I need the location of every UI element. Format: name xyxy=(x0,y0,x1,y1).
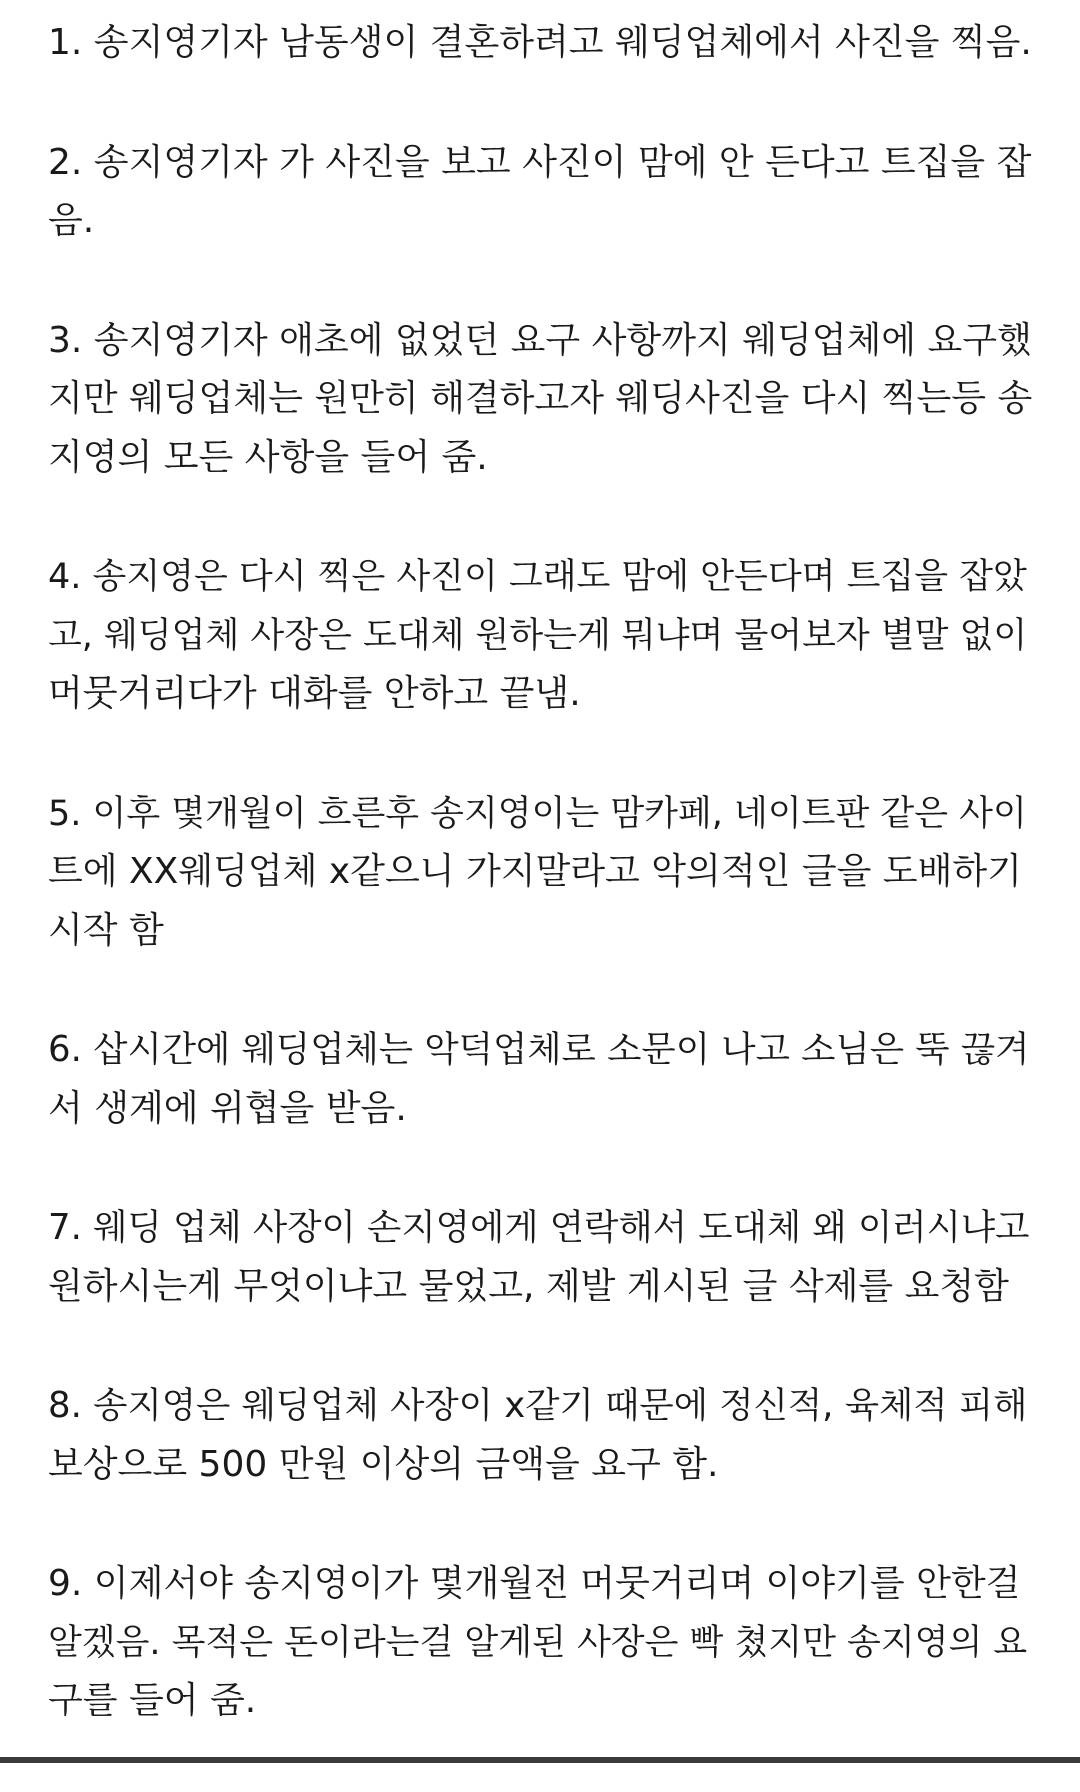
list-item xyxy=(48,1377,1032,1494)
bottom-divider xyxy=(0,1757,1080,1763)
list-item-line: 6. 삽시간에 웨딩업체는 악덕업체로 소문이 나고 소님은 뚝 끊겨 xyxy=(48,1029,1030,1070)
list-item xyxy=(48,1021,1032,1138)
list-item-line: 고, 웨딩업체 사장은 도대체 원하는게 뭐냐며 물어보자 별말 없이 xyxy=(48,615,1028,656)
list-item xyxy=(48,134,1032,251)
list-item-line: 2. 송지영기자 가 사진을 보고 사진이 맘에 안 든다고 트집을 잡 xyxy=(48,141,1032,183)
list-item xyxy=(48,1555,1032,1731)
list-item-line: 보상으로 500 만원 이상의 금액을 요구 함. xyxy=(48,1443,719,1485)
list-item-line: 알겠음. 목적은 돈이라는걸 알게된 사장은 빡 쳤지만 송지영의 요 xyxy=(48,1622,1028,1663)
list-item-line: 8. 송지영은 웨딩업체 사장이 x같기 때문에 정신적, 육체적 피해 xyxy=(48,1385,1028,1426)
list-item xyxy=(48,14,1032,73)
list-item-line: 서 생계에 위협을 받음. xyxy=(48,1087,407,1129)
list-item-line: 머뭇거리다가 대화를 안하고 끝냄. xyxy=(48,673,581,714)
list-item-line: 원하시는게 무엇이냐고 물었고, 제발 게시된 글 삭제를 요청함 xyxy=(48,1265,1009,1307)
list-item xyxy=(48,785,1032,961)
list-item-line: 4. 송지영은 다시 찍은 사진이 그래도 맘에 안든다며 트집을 잡았 xyxy=(48,557,1027,597)
list-item-line: 시작 함 xyxy=(48,909,164,951)
document-body xyxy=(48,14,1032,1792)
list-item-line: 7. 웨딩 업체 사장이 손지영에게 연락해서 도대체 왜 이러시냐고 xyxy=(48,1207,1030,1248)
list-item xyxy=(48,312,1032,488)
list-item-line: 5. 이후 몇개월이 흐른후 송지영이는 맘카페, 네이트판 같은 사이 xyxy=(48,793,1027,834)
list-item xyxy=(48,548,1032,724)
list-item-line: 지영의 모든 사항을 들어 줌. xyxy=(48,436,488,478)
list-item-line: 3. 송지영기자 애초에 없었던 요구 사항까지 웨딩업체에 요구했 xyxy=(48,319,1032,361)
list-item xyxy=(48,1199,1032,1316)
list-item-line: 9. 이제서야 송지영이가 몇개월전 머뭇거리며 이야기를 안한걸 xyxy=(48,1563,1021,1604)
list-item-line: 1. 송지영기자 남동생이 결혼하려고 웨딩업체에서 사진을 찍음. xyxy=(48,22,1032,63)
list-item-line: 음. xyxy=(48,200,95,241)
list-item-line: 구를 들어 줌. xyxy=(48,1680,257,1721)
list-item-line: 트에 XX웨딩업체 x같으니 가지말라고 악의적인 글을 도배하기 xyxy=(48,851,1022,892)
list-item-line: 지만 웨딩업체는 원만히 해결하고자 웨딩사진을 다시 찍는등 송 xyxy=(48,378,1033,419)
